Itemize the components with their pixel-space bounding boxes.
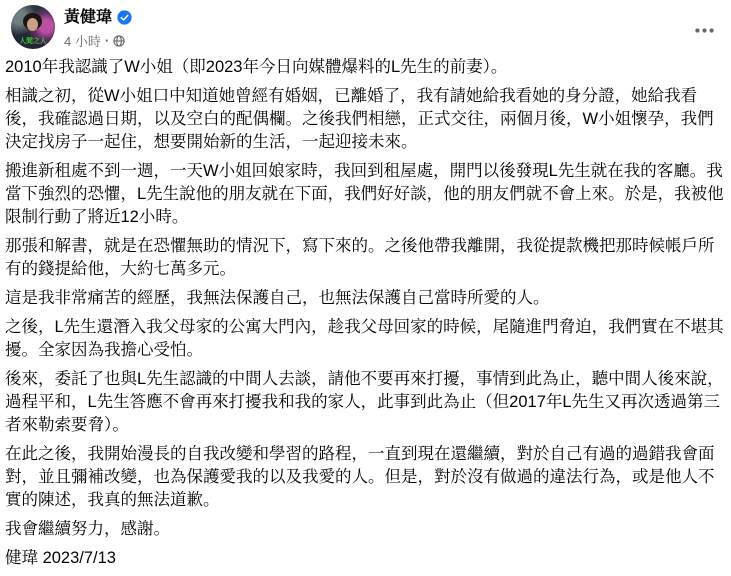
avatar[interactable] <box>11 5 55 49</box>
post-paragraph: 相識之初，從W小姐口中知道她曾經有婚姻，已離婚了，我有請她給我看她的身分證，她給我看後，我確認過日期，以及空白的配偶欄。之後我們相戀，正式交往，兩個月後，W小姐懷孕，我們決定找房子一起住，想要開始新的生活，一起迎接未來。 <box>5 87 714 151</box>
privacy-globe-icon <box>113 35 125 47</box>
ellipsis-menu-icon <box>695 28 714 33</box>
post-body <box>0 52 731 570</box>
meta-separator: · <box>104 33 110 48</box>
timestamp[interactable]: 4 小時 <box>64 34 101 49</box>
post-menu-button[interactable] <box>691 21 717 39</box>
post-paragraph: 那張和解書，就是在恐懼無助的情況下，寫下來的。之後他帶我離開，我從提款機把那時候帳戶所有的錢提給他，大約七萬多元。 <box>5 237 715 278</box>
post-signature: 健瑋 2023/7/13 <box>5 549 116 567</box>
post-paragraph: 這是我非常痛苦的經歷，我無法保護自己，也無法保護自己當時所愛的人。 <box>5 289 550 307</box>
post-paragraph: 之後，L先生還潛入我父母家的公寓大門內，趁我父母回家的時候，尾隨進門脅迫，我們實在不堪其擾。全家因為我擔心受怕。 <box>5 318 724 359</box>
post-paragraph: 我會繼續努力，感謝。 <box>5 520 170 538</box>
post-paragraph: 後來，委託了也與L先生認識的中間人去談，請他不要再來打擾，事情到此為止，聽中間人後來說，過程平和，L先生答應不會再來打擾我和我的家人，此事到此為止（但2017年L先生又再次透過第三者來勒索要脅）。 <box>5 370 724 434</box>
post-paragraph: 搬進新租處不到一週，一天W小姐回娘家時，我回到租屋處，開門以後發現L先生就在我的客廳。我當下強烈的恐懼，L先生說他的朋友就在下面，我們好好談，他的朋友們就不會上來。於是，我被他限制行動了將近12小時。 <box>5 162 724 226</box>
verified-badge-icon <box>117 10 132 25</box>
avatar-portrait-face <box>27 18 38 31</box>
post-header <box>0 0 731 52</box>
post-paragraph: 在此之後，我開始漫長的自我改變和學習的路程，一直到現在還繼續，對於自己有過的過錯我會面對，並且彌補改變，也為保護愛我的以及我愛的人。但是，對於沒有做過的違法行為，或是他人不實的陳述，我真的無法道歉。 <box>5 445 715 509</box>
post-paragraph: 2010年我認識了W小姐（即2023年今日向媒體爆料的L先生的前妻）。 <box>5 58 508 76</box>
author-block <box>64 8 132 50</box>
avatar-caption-text: 人間之人 <box>19 37 47 45</box>
author-name[interactable]: 黃健瑋 <box>64 9 113 26</box>
